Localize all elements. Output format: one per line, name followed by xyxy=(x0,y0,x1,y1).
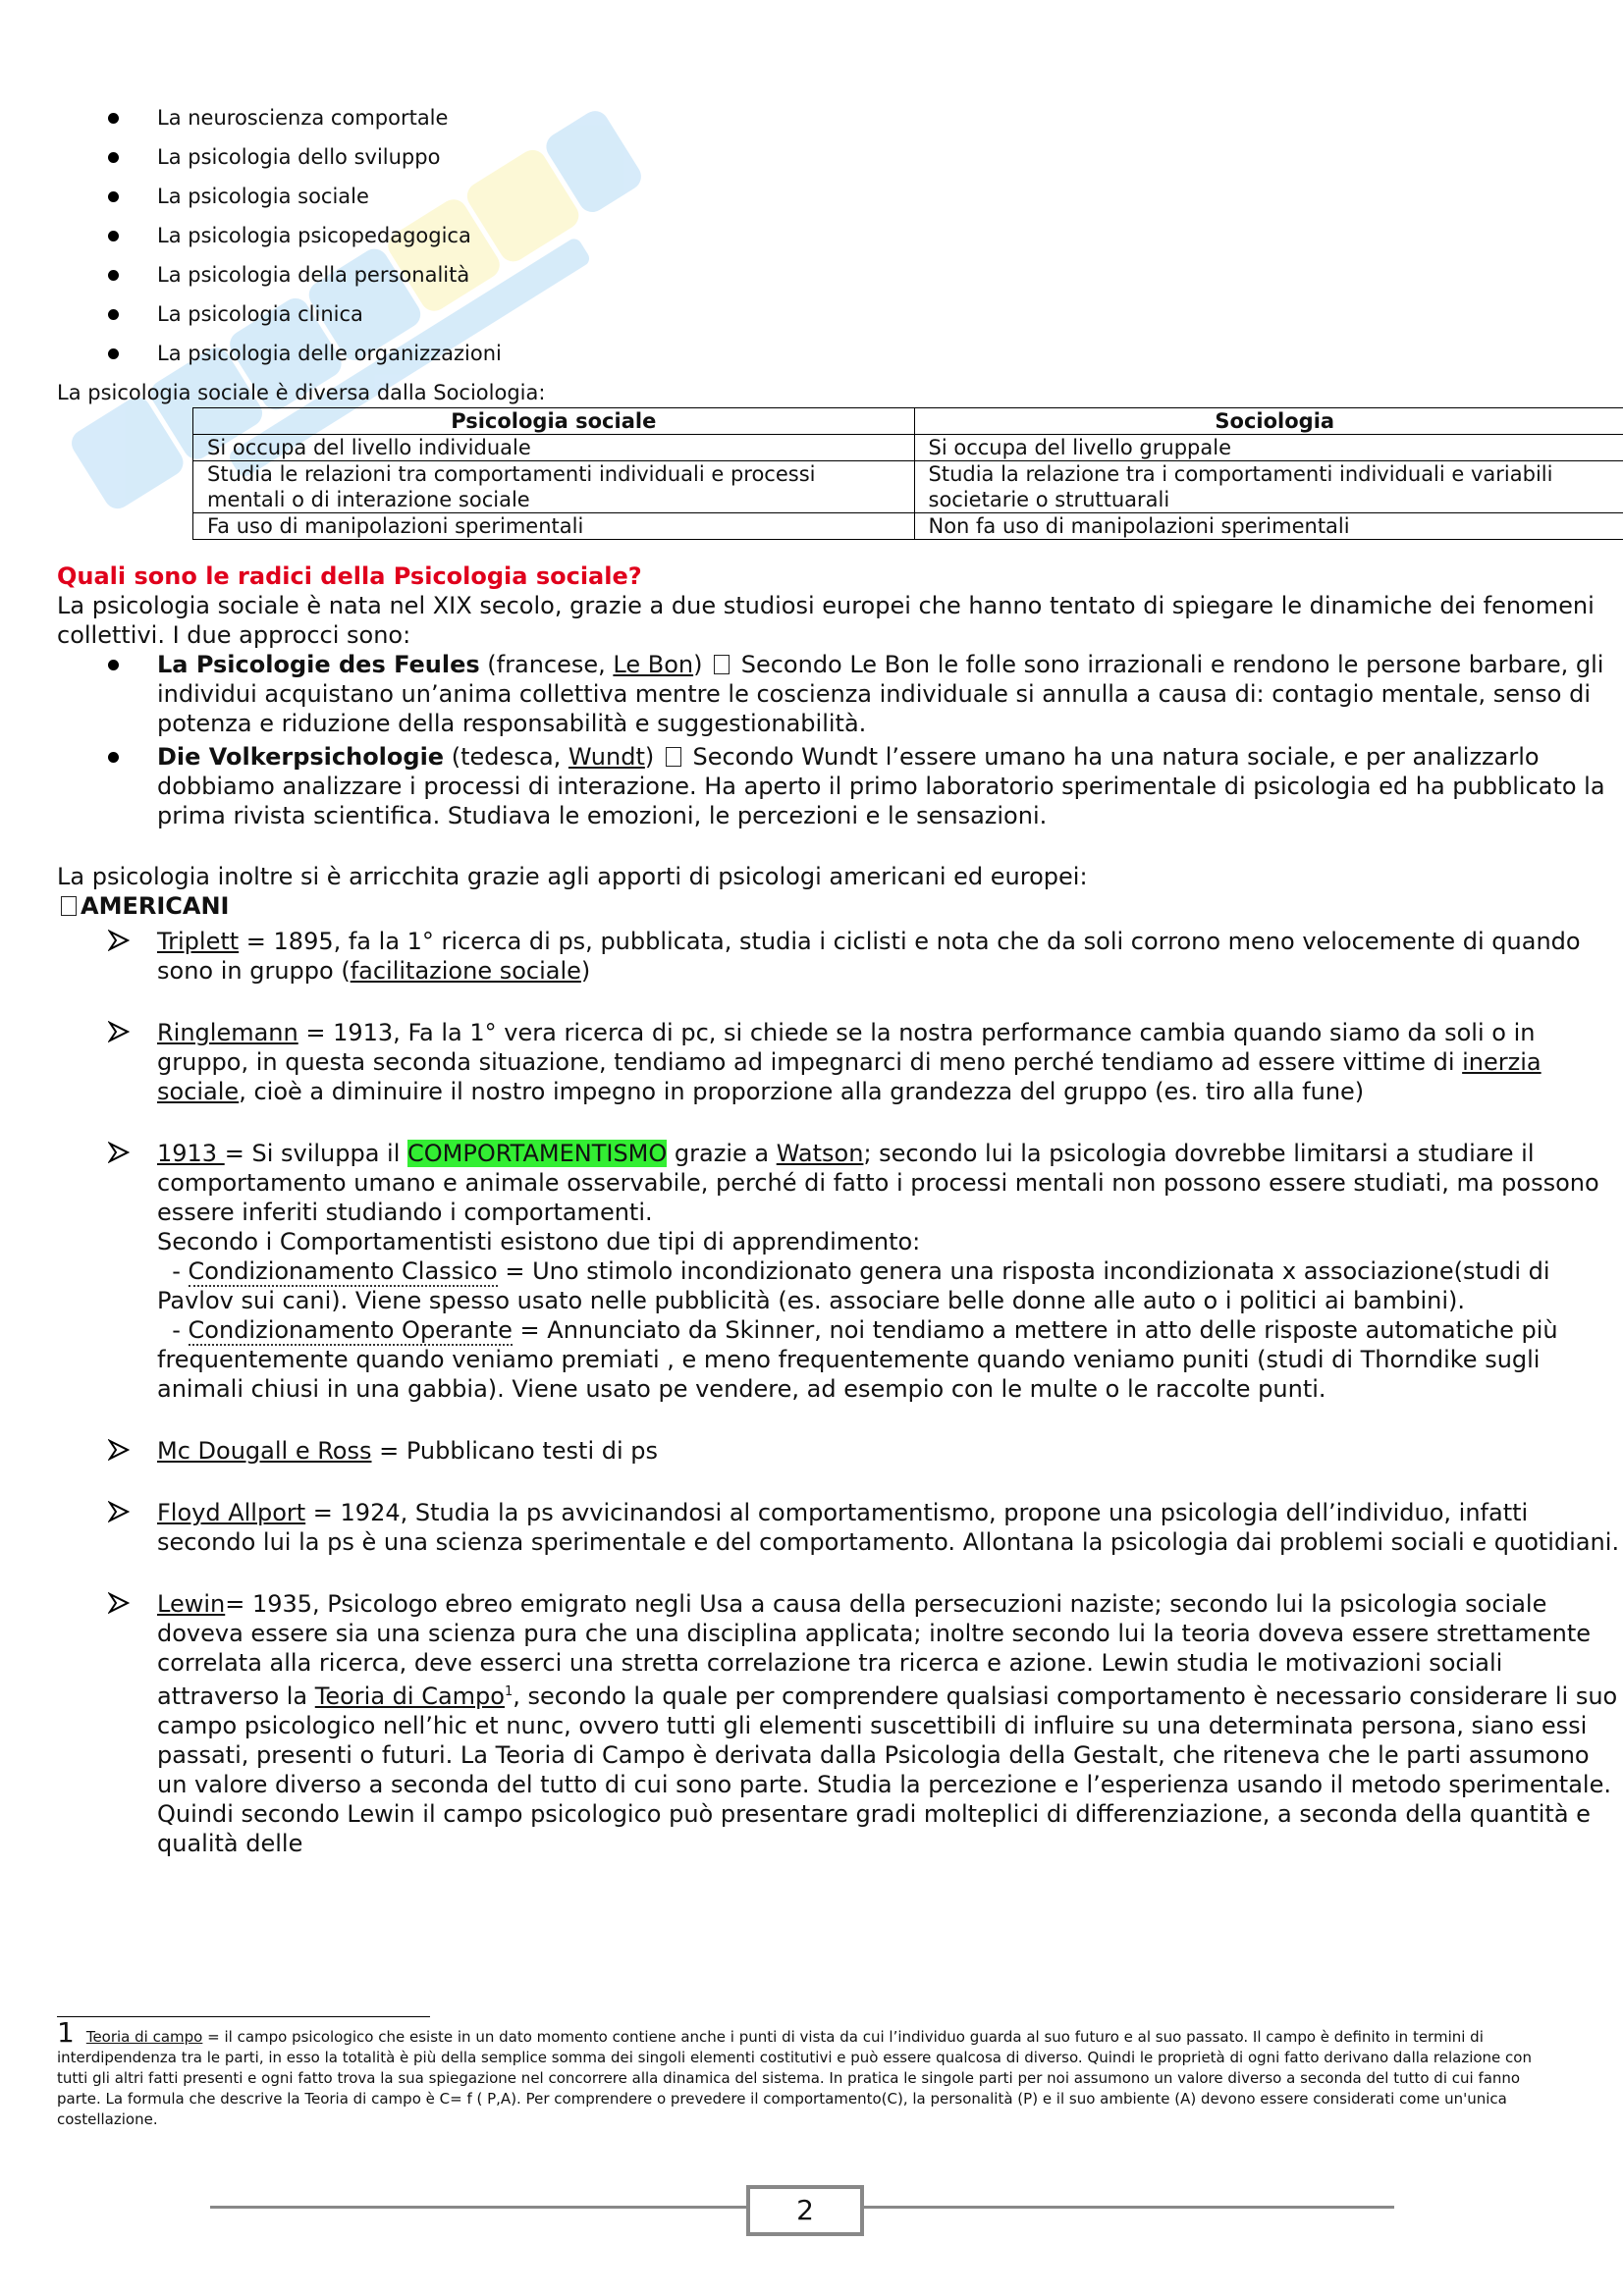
list-item xyxy=(57,1589,1623,1858)
person-name: Ringlemann xyxy=(157,1019,298,1046)
item-text-end: , secondo la quale per comprendere qualsiasi comportamento è necessario considerare li suo campo psicologico nell’hic et nunc, ovvero tutti gli elementi suscettibili di influire su una determinata persona, siano essi passati, presenti o futuri. La Teoria di Campo è derivata dalla Psicologia della Gestalt, che riteneva che le parti assumono un valore diverso a seconda del tutto di cui sono parte. Studia la percezione e l’esperienza usando il metodo sperimentale. Quindi secondo Lewin il campo psicologico può presentare gradi molteplici di differenziazione, a seconda della quantità e qualità delle xyxy=(157,1682,1618,1857)
item-text: = Si sviluppa il xyxy=(224,1140,408,1167)
arrow-bullet-icon xyxy=(108,1142,130,1163)
key-term: inerzia sociale xyxy=(157,1048,1542,1105)
americani-list xyxy=(57,927,1623,1858)
americani-heading xyxy=(57,891,1623,921)
arrow-bullet-icon xyxy=(108,1439,130,1461)
table-cell: Si occupa del livello individuale xyxy=(193,435,915,461)
footnote-number: 1 xyxy=(57,2016,75,2049)
page-number: 2 xyxy=(746,2185,864,2236)
highlighted-term: COMPORTAMENTISMO xyxy=(407,1140,668,1167)
item-text: = Annunciato da Skinner, noi tendiamo a mettere in atto delle risposte automatiche più frequentemente quando veniamo premiati , e meno frequentemente quando veniamo puniti (studi di Thorndike sugli animali chiusi in una gabbia). Viene usato pe vendere, ad esempio con le multe o le raccolte punti. xyxy=(157,1316,1558,1403)
approach-origin: (tedesca, xyxy=(444,743,568,771)
table-header: Sociologia xyxy=(914,408,1623,435)
arrow-bullet-icon xyxy=(108,930,130,951)
author-link: Le Bon xyxy=(613,651,694,678)
item-text: = 1895, fa la 1° ricerca di ps, pubblicata, studia i ciclisti e nota che da soli corrono meno velocemente di quando sono in gruppo ( xyxy=(157,928,1581,985)
table-row xyxy=(193,435,1623,461)
document-page xyxy=(57,98,1623,1858)
list-item: La psicologia clinica xyxy=(57,294,1623,334)
list-item xyxy=(57,1436,1623,1466)
table-header-row xyxy=(193,408,1623,435)
missing-glyph-icon xyxy=(714,655,730,674)
contrib-intro: La psicologia inoltre si è arricchita grazie agli apporti di psicologi americani ed europei: xyxy=(57,863,1088,890)
list-item: La psicologia sociale xyxy=(57,177,1623,216)
table-cell: Si occupa del livello gruppale xyxy=(914,435,1623,461)
footer-rule-right xyxy=(864,2206,1394,2209)
list-item xyxy=(57,927,1623,986)
arrow-bullet-icon xyxy=(108,1021,130,1042)
table-cell: Studia le relazioni tra comportamenti individuali e processi mentali o di interazione sociale xyxy=(193,461,915,513)
item-text: = Pubblicano testi di ps xyxy=(371,1437,659,1465)
item-text-end: , cioè a diminuire il nostro impegno in proporzione alla grandezza del gruppo (es. tiro alla fune) xyxy=(239,1078,1365,1105)
year: 1913 xyxy=(157,1140,225,1167)
item-text-end: ) xyxy=(580,957,591,985)
footnote xyxy=(57,2016,1540,2130)
footnote-term: Teoria di campo xyxy=(85,2028,203,2046)
item-text: grazie a xyxy=(667,1140,777,1167)
table-cell: Non fa uso di manipolazioni sperimentali xyxy=(914,513,1623,540)
roots-intro: La psicologia sociale è nata nel XIX secolo, grazie a due studiosi europei che hanno tentato di spiegare le dinamiche dei fenomeni collettivi. I due approcci sono: xyxy=(57,592,1595,649)
arrow-bullet-icon xyxy=(108,1501,130,1522)
list-item: 1913 = Si sviluppa il COMPORTAMENTISMO grazie a Watson; secondo lui la psicologia dovrebbe limitarsi a studiare il comportamento umano e animale osservabile, perché di fatto i processi mentali non possono essere studiati, ma possono essere inferiti studiando i comportamenti. Secondo i Comportamentisti esistono due tipi di apprendimento: - Condizionamento Classico = Uno stimolo incondizionato genera una risposta incondizionata x associazione(studi di Pavlov sui cani). Viene spesso usato nelle pubblicità (es. associare belle donne alle auto o i politici ai bambini). - Condizionamento Operante = Annunciato da Skinner, noi tendiamo a mettere in atto delle risposte automatiche più frequentemente quando veniamo premiati , e meno frequentemente quando veniamo puniti (studi di Thorndike sugli animali chiusi in una gabbia). Viene usato pe vendere, ad esempio con le multe o le raccolte punti. xyxy=(57,1139,1623,1404)
missing-glyph-icon xyxy=(666,747,681,767)
table-row xyxy=(193,461,1623,513)
person-name: Watson xyxy=(776,1140,864,1167)
list-item: La psicologia dello sviluppo xyxy=(57,137,1623,177)
comparison-intro: La psicologia sociale è diversa dalla Sociologia: xyxy=(57,381,546,404)
approaches-list xyxy=(57,650,1623,830)
list-item xyxy=(57,1018,1623,1106)
table-row xyxy=(193,513,1623,540)
approach-text: Secondo Wundt l’essere umano ha una natura sociale, e per analizzarlo dobbiamo analizzare i processi di interazione. Ha aperto il primo laboratorio sperimentale di psicologia ed ha pubblicato la prima rivista scientifica. Studiava le emozioni, le percezioni e le sensazioni. xyxy=(157,743,1605,829)
key-term: Condizionamento Operante xyxy=(188,1316,513,1344)
missing-glyph-icon xyxy=(61,896,77,916)
table-cell: Studia la relazione tra i comportamenti individuali e variabili societarie o struttuarali xyxy=(914,461,1623,513)
comparison-table xyxy=(192,407,1623,540)
footnote-divider xyxy=(57,2016,430,2017)
approach-text: Secondo Le Bon le folle sono irrazionali e rendono le persone barbare, gli individui acquistano un’anima collettiva mentre le coscienza individuale si annulla a causa di: contagio mentale, senso di potenza e riduzione della responsabilità e suggestionabilità. xyxy=(157,651,1604,737)
table-header: Psicologia sociale xyxy=(193,408,915,435)
item-text: = 1935, Psicologo ebreo emigrato negli Usa a causa della persecuzioni naziste; secondo lui la psicologia sociale doveva essere sia una scienza pura che una disciplina applicata; inoltre secondo lui la teoria doveva essere strettamente correlata alla ricerca, deve esserci una stretta correlazione tra ricerca e azione. Lewin studia le motivazioni sociali attraverso la xyxy=(157,1590,1592,1710)
arrow-bullet-icon xyxy=(108,1592,130,1614)
section-title: Quali sono le radici della Psicologia sociale? xyxy=(57,562,642,590)
list-item xyxy=(57,650,1623,738)
list-item: La neuroscienza comportale xyxy=(57,98,1623,137)
list-item: La psicologia della personalità xyxy=(57,255,1623,294)
key-term: Teoria di Campo xyxy=(314,1682,505,1710)
item-text: = Uno stimolo incondizionato genera una risposta incondizionata x associazione(studi di Pavlov sui cani). Viene spesso usato nelle pubblicità (es. associare belle donne alle auto o i politici ai bambini). xyxy=(157,1257,1550,1314)
key-term: Condizionamento Classico xyxy=(188,1257,498,1285)
table-cell: Fa uso di manipolazioni sperimentali xyxy=(193,513,915,540)
author-link: Wundt xyxy=(568,743,645,771)
approach-origin-end: ) xyxy=(644,743,662,771)
americani-label: AMERICANI xyxy=(81,892,230,920)
footnote-text: = il campo psicologico che esiste in un dato momento contiene anche i punti di vista da cui l’individuo guarda al suo futuro e al suo passato. Il campo è definito in termini di interdipendenza tra le parti, in esso la totalità è più della semplice somma dei singoli elementi costitutivi e può essere qualcosa di diverso. Quindi le proprietà di ogni fatto derivano dalla relazione con tutti gli altri fatti presenti e ogni fatto trova la sua spiegazione nel concorrere alla dinamica del sistema. In pratica le singole parti per noi assumono un valore diverso a seconda del tutto di cui fanno parte. La formula che descrive la Teoria di campo è C= f ( P,A). Per comprendere o prevedere il comportamento(C), la personalità (P) e il suo ambiente (A) devono essere considerati come un'unica costellazione. xyxy=(57,2028,1532,2128)
footnote-ref[interactable]: 1 xyxy=(504,1684,514,1699)
item-text: = 1913, Fa la 1° vera ricerca di pc, si chiede se la nostra performance cambia quando siamo da soli o in gruppo, in questa seconda situazione, tendiamo ad impegnarci di meno perché tendiamo ad essere vittime di xyxy=(157,1019,1536,1076)
approach-origin: (francese, xyxy=(479,651,614,678)
item-text: ; secondo lui la psicologia dovrebbe limitarsi a studiare il comportamento umano e animale osservabile, perché di fatto i processi mentali non possono essere studiati, ma possono essere inferiti studiando i comportamenti. xyxy=(157,1140,1599,1226)
approach-name: La Psicologie des Feules xyxy=(157,651,480,678)
footer-rule-left xyxy=(210,2206,746,2209)
item-text: = 1924, Studia la ps avvicinandosi al comportamentismo, propone una psicologia dell’individuo, infatti secondo lui la ps è una scienza sperimentale e del comportamento. Allontana la psicologia dai problemi sociali e quotidiani. xyxy=(157,1499,1620,1556)
approach-name: Die Volkerpsichologie xyxy=(157,743,445,771)
list-item xyxy=(57,1498,1623,1557)
person-name: Mc Dougall e Ross xyxy=(157,1437,372,1465)
topic-list xyxy=(57,98,1623,373)
person-name: Lewin xyxy=(157,1590,226,1618)
item-text: Secondo i Comportamentisti esistono due tipi di apprendimento: xyxy=(157,1228,921,1255)
list-item: La psicologia psicopedagogica xyxy=(57,216,1623,255)
list-item xyxy=(57,742,1623,830)
key-term: facilitazione sociale xyxy=(350,957,581,985)
person-name: Floyd Allport xyxy=(157,1499,306,1526)
list-item: La psicologia delle organizzazioni xyxy=(57,334,1623,373)
approach-origin-end: ) xyxy=(693,651,711,678)
person-name: Triplett xyxy=(157,928,240,955)
